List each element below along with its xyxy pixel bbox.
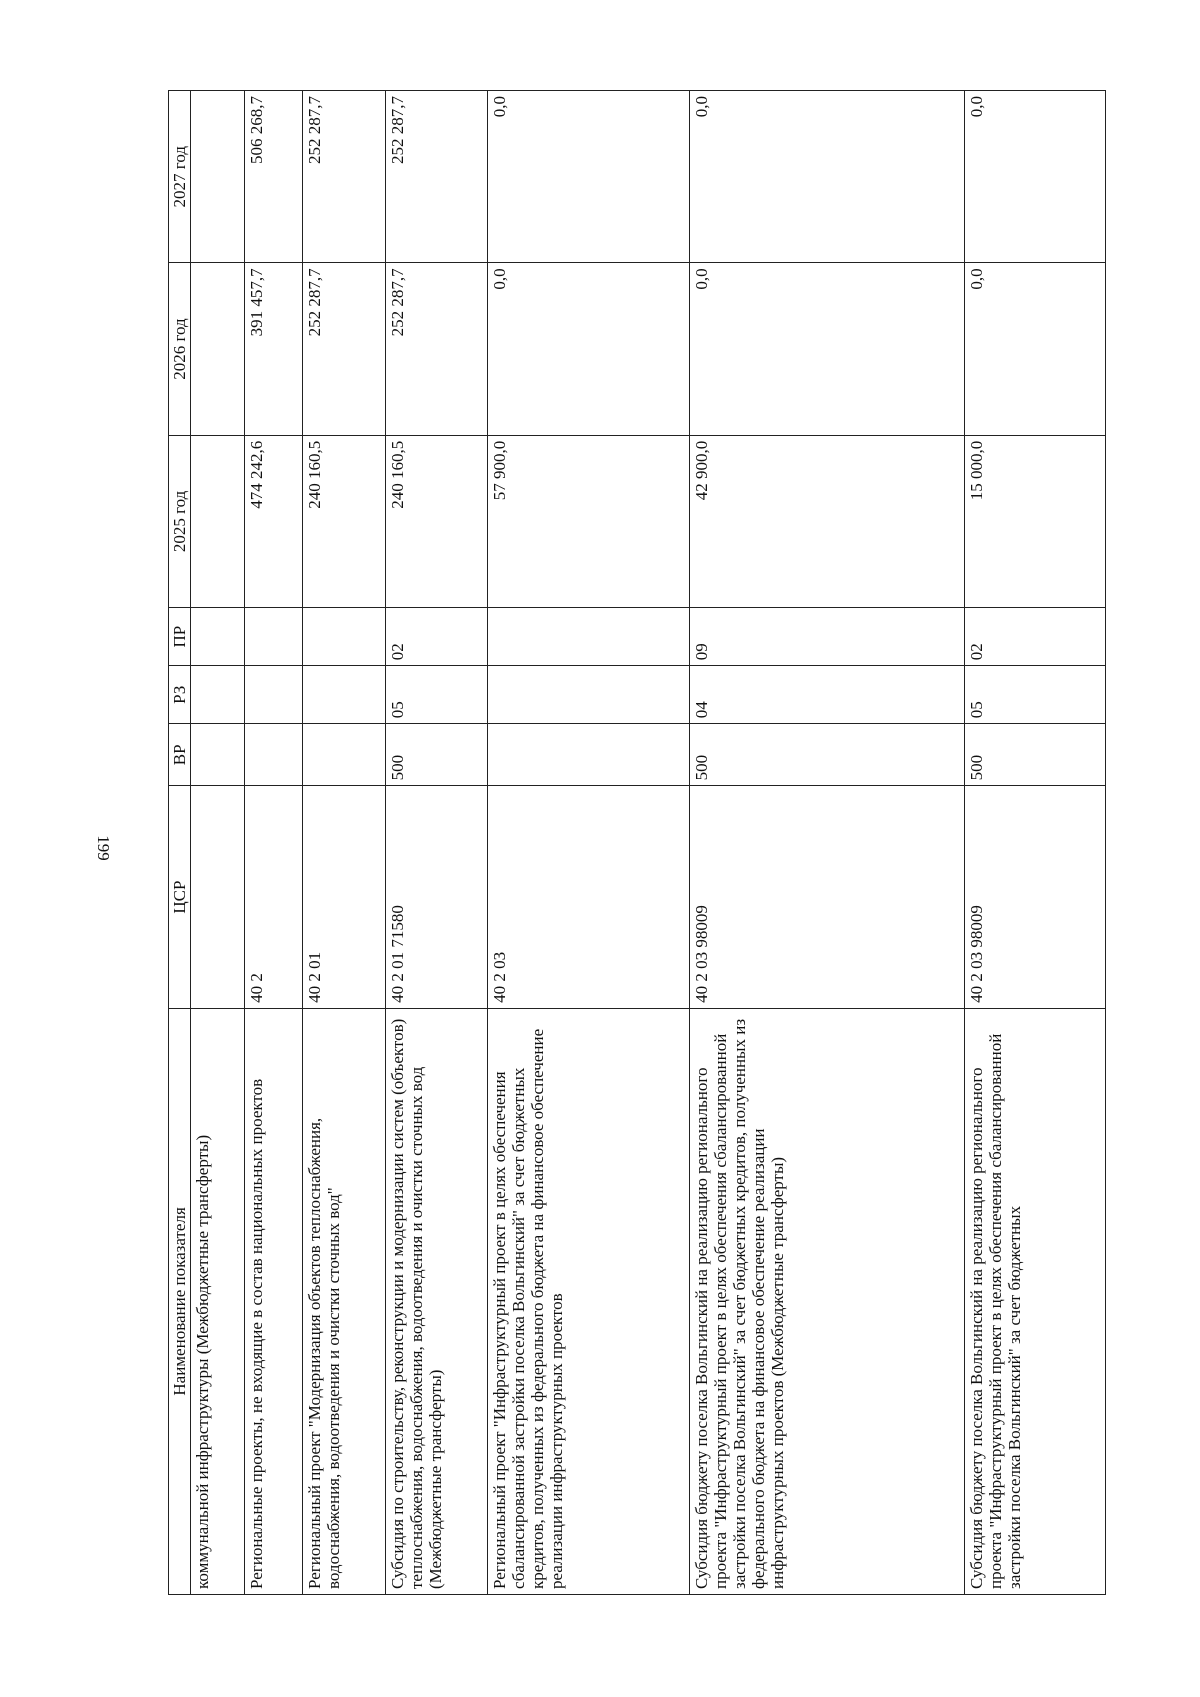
cell-csr: 40 2 01 [303,786,386,1008]
table-row [690,91,965,1595]
cell-2025: 42 900,0 [690,435,965,607]
header-2025: 2025 год [169,435,191,607]
cell-vr [191,724,245,786]
cell-2026: 0,0 [487,263,689,435]
cell-2027: 506 268,7 [245,91,303,263]
table-header-row [169,91,191,1595]
table-row [191,91,245,1595]
cell-name: Субсидия бюджету поселка Вольгинский на реализацию регионального проекта "Инфраструктурный проект в целях обеспечения сбалансированной застройки поселка Вольгинский" за счет бюджетных кредитов, полученных из федерального бюджета на финансовое обеспечение реализации инфраструктурных проектов (Межбюджетные трансферты) [690,1008,965,1594]
cell-name: Региональный проект "Модернизация объектов теплоснабжения, водоснабжения, водоотведения и очистки сточных вод" [303,1008,386,1594]
cell-csr: 40 2 03 98009 [965,786,1106,1008]
cell-2025 [191,435,245,607]
header-rz: РЗ [169,666,191,724]
cell-vr: 500 [690,724,965,786]
cell-2027: 0,0 [965,91,1106,263]
budget-table [168,90,1106,1595]
cell-name: Региональные проекты, не входящие в состав национальных проектов [245,1008,303,1594]
cell-csr: 40 2 [245,786,303,1008]
cell-2026: 0,0 [965,263,1106,435]
cell-vr: 500 [386,724,488,786]
cell-vr [245,724,303,786]
table-row [487,91,689,1595]
cell-pr [191,608,245,666]
cell-2026: 252 287,7 [303,263,386,435]
cell-name: коммунальной инфраструктуры (Межбюджетные трансферты) [191,1008,245,1594]
header-csr: ЦСР [169,786,191,1008]
cell-2027: 252 287,7 [303,91,386,263]
table-row [965,91,1106,1595]
cell-rz: 04 [690,666,965,724]
cell-2025: 474 242,6 [245,435,303,607]
cell-vr [303,724,386,786]
cell-pr [487,608,689,666]
cell-2027 [191,91,245,263]
cell-2025: 57 900,0 [487,435,689,607]
page-number: 199 [93,835,113,861]
cell-2026: 252 287,7 [386,263,488,435]
cell-vr: 500 [965,724,1106,786]
cell-rz: 05 [965,666,1106,724]
header-vr: ВР [169,724,191,786]
header-2026: 2026 год [169,263,191,435]
rotated-table-frame [168,90,1106,1595]
table-row [245,91,303,1595]
cell-2027: 0,0 [487,91,689,263]
cell-2025: 240 160,5 [303,435,386,607]
header-pr: ПР [169,608,191,666]
cell-rz [245,666,303,724]
cell-rz: 05 [386,666,488,724]
cell-csr: 40 2 03 98009 [690,786,965,1008]
cell-name: Региональный проект "Инфраструктурный проект в целях обеспечения сбалансированной застройки поселка Вольгинский" за счет бюджетных кредитов, полученных из федерального бюджета на финансовое обеспечение реализации инфраструктурных проектов [487,1008,689,1594]
cell-pr [303,608,386,666]
cell-2027: 252 287,7 [386,91,488,263]
cell-pr: 02 [965,608,1106,666]
cell-name: Субсидия бюджету поселка Вольгинский на реализацию регионального проекта "Инфраструктурный проект в целях обеспечения сбалансированной застройки поселка Вольгинский" за счет бюджетных [965,1008,1106,1594]
cell-rz [303,666,386,724]
cell-pr: 09 [690,608,965,666]
table-row [386,91,488,1595]
cell-name: Субсидия по строительству, реконструкции и модернизации систем (объектов) теплоснабжения, водоснабжения, водоотведения и очистки сточных вод (Межбюджетные трансферты) [386,1008,488,1594]
cell-2027: 0,0 [690,91,965,263]
cell-vr [487,724,689,786]
cell-rz [191,666,245,724]
cell-rz [487,666,689,724]
budget-table-container [168,90,1106,1595]
header-name: Наименование показателя [169,1008,191,1594]
cell-2025: 240 160,5 [386,435,488,607]
cell-csr [191,786,245,1008]
cell-2026: 391 457,7 [245,263,303,435]
cell-2026 [191,263,245,435]
cell-2026: 0,0 [690,263,965,435]
table-row [303,91,386,1595]
cell-pr: 02 [386,608,488,666]
cell-2025: 15 000,0 [965,435,1106,607]
header-2027: 2027 год [169,91,191,263]
cell-csr: 40 2 03 [487,786,689,1008]
cell-pr [245,608,303,666]
cell-csr: 40 2 01 71580 [386,786,488,1008]
